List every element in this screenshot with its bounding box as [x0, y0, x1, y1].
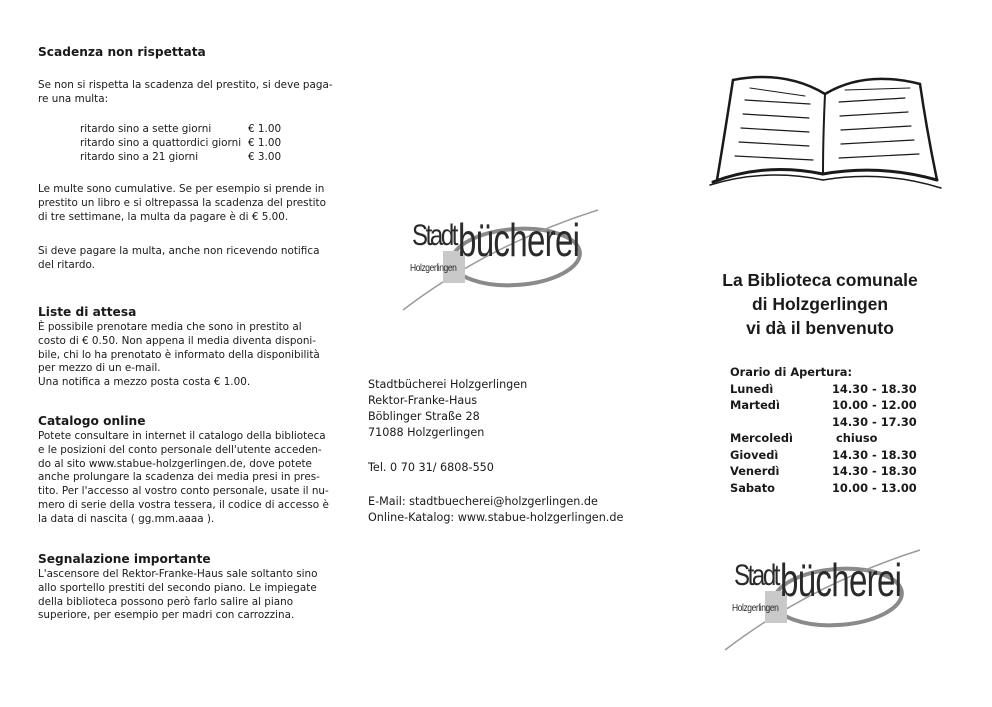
phone-number: Tel. 0 70 31/ 6808-550 [368, 461, 494, 474]
hours-row [730, 430, 917, 447]
waiting-list-text [38, 321, 338, 390]
text-line: Si deve pagare la multa, anche non ricevendo notifica [38, 245, 320, 257]
hours-row [730, 480, 917, 497]
text-line: superiore, per esempio per madri con carrozzina. [38, 609, 295, 622]
logo-holzgerlingen: Holzgerlingen [732, 603, 779, 614]
text-line: È possibile prenotare media che sono in prestito al [38, 321, 302, 333]
open-book-icon [705, 62, 945, 202]
notice-text [38, 245, 338, 273]
text-line: re una multa: [38, 92, 109, 105]
online-catalog-url: Online-Katalog: www.stabue-holzgerlingen.de [368, 511, 624, 524]
welcome-line: di Holzgerlingen [751, 294, 889, 314]
logo-stadt: Stadt [734, 559, 779, 592]
logo-buecherei: bücherei [780, 554, 902, 606]
logo-stadt: Stadt [412, 219, 457, 252]
fee-row [80, 137, 281, 151]
hours-time: 14.30 - 17.30 [832, 414, 917, 429]
address-block [368, 377, 648, 441]
fee-row [80, 123, 281, 137]
text-line: tito. Per l'accesso al vostro conto personale, usate il nu- [38, 485, 329, 498]
welcome-heading [700, 268, 940, 340]
hours-time: chiuso [832, 431, 878, 445]
weekday: Lunedì [730, 381, 774, 396]
hours-row [730, 447, 917, 464]
address-line: Böblinger Straße 28 [368, 410, 480, 423]
weekday: Mercoledì [730, 431, 793, 445]
text-line: costo di € 0.50. Non appena il media diventa disponi- [38, 334, 317, 347]
late-fees-intro [38, 79, 338, 107]
hours-time: 14.30 - 18.30 [832, 464, 917, 478]
fee-amount: € 1.00 [248, 136, 282, 149]
text-line: do al sito www.stabue-holzgerlingen.de, dove potete [38, 457, 312, 470]
weekday: Martedì [730, 398, 780, 412]
library-logo [398, 205, 628, 315]
fee-label: ritardo sino a quattordici giorni [80, 136, 242, 149]
fee-amount: € 3.00 [248, 150, 282, 163]
hours-time: 10.00 - 13.00 [832, 480, 917, 495]
phone-block [368, 460, 648, 476]
text-line: la data di nascita ( gg.mm.aaaa ). [38, 512, 215, 525]
address-line: 71088 Holzgerlingen [368, 426, 485, 439]
hours-time: 14.30 - 18.30 [832, 447, 917, 462]
fee-label: ritardo sino a 21 giorni [80, 150, 199, 163]
text-line: Una notifica a mezzo posta costa € 1.00. [38, 376, 251, 389]
cumulative-fees-text [38, 183, 338, 224]
weekday: Sabato [730, 480, 776, 495]
important-notice-text [38, 568, 338, 623]
weekday: Giovedì [730, 447, 779, 462]
hours-time: 14.30 - 18.30 [832, 381, 917, 396]
logo-buecherei: bücherei [458, 214, 580, 266]
text-line: allo sportello prestiti del secondo piano. Le impiegate [38, 581, 317, 594]
welcome-line: La Biblioteca comunale [722, 270, 918, 290]
contact-block [368, 494, 658, 526]
welcome-line: vi dà il benvenuto [746, 318, 894, 338]
text-line: mero di serie della vostra tessera, il codice di accesso è [38, 498, 329, 511]
hours-row [730, 414, 917, 431]
section-title-waiting-list: Liste di attesa [38, 305, 137, 319]
opening-hours [730, 364, 917, 496]
address-line: Rektor-Franke-Haus [368, 394, 478, 407]
opening-hours-title: Orario di Apertura: [730, 365, 853, 379]
hours-row [730, 381, 917, 398]
weekday [730, 414, 832, 431]
section-title-late-fees: Scadenza non rispettata [38, 45, 206, 59]
text-line: Le multe sono cumulative. Se per esempio si prende in [38, 183, 325, 195]
logo-holzgerlingen: Holzgerlingen [410, 263, 457, 274]
hours-row [730, 397, 917, 414]
hours-time: 10.00 - 12.00 [832, 398, 917, 412]
text-line: Potete consultare in internet il catalogo della biblioteca [38, 430, 326, 442]
text-line: per mezzo di un e-mail. [38, 362, 161, 375]
fee-row [80, 151, 281, 165]
address-line: Stadtbücherei Holzgerlingen [368, 378, 528, 391]
email-address: E-Mail: stadtbuecherei@holzgerlingen.de [368, 495, 598, 508]
fee-amount: € 1.00 [248, 123, 282, 135]
text-line: anche prolungare la scadenza dei media presi in pres- [38, 471, 320, 484]
text-line: e le posizioni del conto personale dell'utente acceden- [38, 443, 322, 456]
text-line: prestito un libro e si oltrepassa la scadenza del prestito [38, 196, 326, 209]
weekday: Venerdì [730, 464, 780, 478]
library-logo [720, 545, 950, 655]
text-line: della biblioteca possono però farlo salire al piano [38, 595, 294, 608]
text-line: L'ascensore del Rektor-Franke-Haus sale soltanto sino [38, 568, 318, 580]
hours-row [730, 463, 917, 480]
text-line: del ritardo. [38, 258, 95, 271]
fee-label: ritardo sino a sette giorni [80, 123, 212, 135]
section-title-online-catalog: Catalogo online [38, 414, 146, 428]
online-catalog-text [38, 430, 338, 527]
text-line: bile, chi lo ha prenotato è informato della disponibilità [38, 348, 320, 361]
fee-table [80, 123, 281, 164]
text-line: Se non si rispetta la scadenza del prestito, si deve paga- [38, 79, 333, 91]
section-title-important-notice: Segnalazione importante [38, 552, 211, 566]
text-line: di tre settimane, la multa da pagare è di € 5.00. [38, 210, 289, 223]
